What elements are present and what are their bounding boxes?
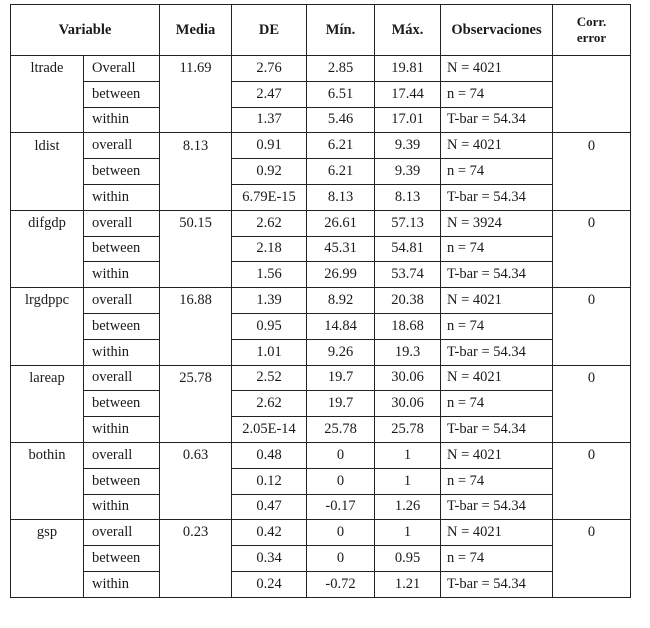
variable-name-cell: ldist [11,133,84,159]
variation-type-cell: between [84,468,160,494]
corr-error-cell [553,262,631,288]
min-cell: 6.21 [307,159,375,185]
variation-type-cell: overall [84,365,160,391]
variation-type-cell: between [84,236,160,262]
min-cell: 5.46 [307,107,375,133]
max-cell: 1 [375,442,441,468]
min-cell: 19.7 [307,365,375,391]
variation-type-cell: overall [84,520,160,546]
de-cell: 2.18 [232,236,307,262]
min-cell: 19.7 [307,391,375,417]
de-cell: 0.91 [232,133,307,159]
max-cell: 0.95 [375,546,441,572]
max-cell: 9.39 [375,133,441,159]
observations-cell: T-bar = 54.34 [441,107,553,133]
min-cell: 0 [307,442,375,468]
variation-type-cell: between [84,313,160,339]
corr-error-cell [553,494,631,520]
header-max: Máx. [375,5,441,56]
corr-error-cell [553,546,631,572]
media-cell: 25.78 [160,365,232,391]
table-row [11,365,631,391]
media-cell [160,546,232,572]
corr-error-cell: 0 [553,520,631,546]
variable-name-cell [11,546,84,572]
media-cell [160,571,232,597]
stats-table-container [10,4,631,598]
min-cell: 14.84 [307,313,375,339]
header-observaciones: Observaciones [441,5,553,56]
variable-name-cell: bothin [11,442,84,468]
max-cell: 19.3 [375,339,441,365]
table-row [11,262,631,288]
max-cell: 1 [375,520,441,546]
variation-type-cell: overall [84,210,160,236]
de-cell: 1.56 [232,262,307,288]
observations-cell: n = 74 [441,468,553,494]
corr-error-cell [553,159,631,185]
min-cell: 8.13 [307,184,375,210]
variation-type-cell: within [84,571,160,597]
media-cell [160,494,232,520]
media-cell [160,391,232,417]
max-cell: 17.44 [375,81,441,107]
de-cell: 2.76 [232,56,307,82]
observations-cell: n = 74 [441,236,553,262]
variable-name-cell [11,159,84,185]
corr-error-cell [553,184,631,210]
variation-type-cell: between [84,546,160,572]
variation-type-cell: overall [84,442,160,468]
variation-type-cell: between [84,159,160,185]
variation-type-cell: within [84,107,160,133]
media-cell [160,468,232,494]
table-row [11,133,631,159]
media-cell [160,159,232,185]
header-row [11,5,631,56]
media-cell [160,236,232,262]
max-cell: 17.01 [375,107,441,133]
observations-cell: T-bar = 54.34 [441,262,553,288]
variation-type-cell: within [84,417,160,443]
corr-error-cell [553,313,631,339]
media-cell: 11.69 [160,56,232,82]
table-row [11,391,631,417]
de-cell: 0.92 [232,159,307,185]
observations-cell: n = 74 [441,391,553,417]
de-cell: 6.79E-15 [232,184,307,210]
max-cell: 1.21 [375,571,441,597]
observations-cell: T-bar = 54.34 [441,417,553,443]
min-cell: 6.21 [307,133,375,159]
min-cell: 0 [307,520,375,546]
observations-cell: T-bar = 54.34 [441,571,553,597]
table-row [11,210,631,236]
variation-type-cell: between [84,391,160,417]
variable-name-cell [11,391,84,417]
corr-error-cell: 0 [553,365,631,391]
observations-cell: N = 4021 [441,365,553,391]
header-corr-error: Corr. error [553,5,631,56]
table-row [11,546,631,572]
media-cell: 0.23 [160,520,232,546]
media-cell [160,262,232,288]
observations-cell: N = 4021 [441,56,553,82]
variable-name-cell: difgdp [11,210,84,236]
variable-name-cell [11,81,84,107]
table-row [11,339,631,365]
variation-type-cell: overall [84,133,160,159]
max-cell: 25.78 [375,417,441,443]
de-cell: 2.52 [232,365,307,391]
corr-error-cell [553,236,631,262]
table-row [11,571,631,597]
min-cell: 0 [307,468,375,494]
variable-name-cell [11,468,84,494]
media-cell: 8.13 [160,133,232,159]
observations-cell: N = 4021 [441,133,553,159]
corr-error-cell [553,391,631,417]
header-variable: Variable [11,5,160,56]
de-cell: 1.39 [232,288,307,314]
variation-type-cell: within [84,339,160,365]
max-cell: 30.06 [375,365,441,391]
table-row [11,159,631,185]
min-cell: 26.61 [307,210,375,236]
corr-error-cell: 0 [553,442,631,468]
observations-cell: N = 4021 [441,520,553,546]
max-cell: 18.68 [375,313,441,339]
variable-name-cell [11,313,84,339]
variable-name-cell: lrgdppc [11,288,84,314]
min-cell: 0 [307,546,375,572]
observations-cell: n = 74 [441,81,553,107]
media-cell [160,107,232,133]
header-min: Mín. [307,5,375,56]
variable-name-cell: lareap [11,365,84,391]
min-cell: 25.78 [307,417,375,443]
table-row [11,313,631,339]
variation-type-cell: Overall [84,56,160,82]
table-row [11,236,631,262]
corr-error-cell [553,417,631,443]
observations-cell: n = 74 [441,313,553,339]
table-row [11,184,631,210]
corr-error-cell [553,81,631,107]
variation-type-cell: within [84,262,160,288]
observations-cell: N = 4021 [441,288,553,314]
max-cell: 57.13 [375,210,441,236]
variable-name-cell [11,107,84,133]
de-cell: 2.05E-14 [232,417,307,443]
variable-name-cell [11,417,84,443]
table-body [11,56,631,598]
min-cell: 9.26 [307,339,375,365]
media-cell: 0.63 [160,442,232,468]
corr-error-cell [553,571,631,597]
de-cell: 0.48 [232,442,307,468]
de-cell: 0.24 [232,571,307,597]
max-cell: 20.38 [375,288,441,314]
variable-name-cell [11,236,84,262]
table-row [11,107,631,133]
observations-cell: N = 3924 [441,210,553,236]
de-cell: 2.62 [232,391,307,417]
variation-type-cell: within [84,494,160,520]
corr-error-cell [553,56,631,82]
table-row [11,417,631,443]
variation-type-cell: between [84,81,160,107]
min-cell: 45.31 [307,236,375,262]
variable-name-cell [11,494,84,520]
media-cell: 16.88 [160,288,232,314]
max-cell: 1.26 [375,494,441,520]
table-row [11,442,631,468]
min-cell: 8.92 [307,288,375,314]
observations-cell: n = 74 [441,159,553,185]
variation-type-cell: within [84,184,160,210]
min-cell: 26.99 [307,262,375,288]
header-de: DE [232,5,307,56]
max-cell: 53.74 [375,262,441,288]
de-cell: 2.47 [232,81,307,107]
observations-cell: n = 74 [441,546,553,572]
min-cell: -0.72 [307,571,375,597]
table-row [11,520,631,546]
header-media: Media [160,5,232,56]
observations-cell: T-bar = 54.34 [441,184,553,210]
max-cell: 9.39 [375,159,441,185]
max-cell: 1 [375,468,441,494]
corr-error-cell [553,339,631,365]
observations-cell: N = 4021 [441,442,553,468]
max-cell: 8.13 [375,184,441,210]
table-row [11,468,631,494]
observations-cell: T-bar = 54.34 [441,494,553,520]
de-cell: 0.12 [232,468,307,494]
max-cell: 30.06 [375,391,441,417]
de-cell: 0.95 [232,313,307,339]
variable-name-cell: gsp [11,520,84,546]
media-cell [160,417,232,443]
de-cell: 0.34 [232,546,307,572]
variable-name-cell [11,184,84,210]
corr-error-cell: 0 [553,210,631,236]
corr-error-cell: 0 [553,133,631,159]
media-cell: 50.15 [160,210,232,236]
de-cell: 2.62 [232,210,307,236]
min-cell: 6.51 [307,81,375,107]
de-cell: 0.47 [232,494,307,520]
de-cell: 0.42 [232,520,307,546]
table-row [11,494,631,520]
de-cell: 1.37 [232,107,307,133]
variable-name-cell: ltrade [11,56,84,82]
table-row [11,81,631,107]
max-cell: 19.81 [375,56,441,82]
media-cell [160,184,232,210]
variable-name-cell [11,571,84,597]
media-cell [160,313,232,339]
media-cell [160,339,232,365]
observations-cell: T-bar = 54.34 [441,339,553,365]
variation-type-cell: overall [84,288,160,314]
corr-error-cell [553,107,631,133]
min-cell: -0.17 [307,494,375,520]
min-cell: 2.85 [307,56,375,82]
table-row [11,288,631,314]
max-cell: 54.81 [375,236,441,262]
descriptive-stats-table [10,4,631,598]
variable-name-cell [11,339,84,365]
corr-error-cell: 0 [553,288,631,314]
media-cell [160,81,232,107]
corr-error-cell [553,468,631,494]
table-row [11,56,631,82]
de-cell: 1.01 [232,339,307,365]
variable-name-cell [11,262,84,288]
